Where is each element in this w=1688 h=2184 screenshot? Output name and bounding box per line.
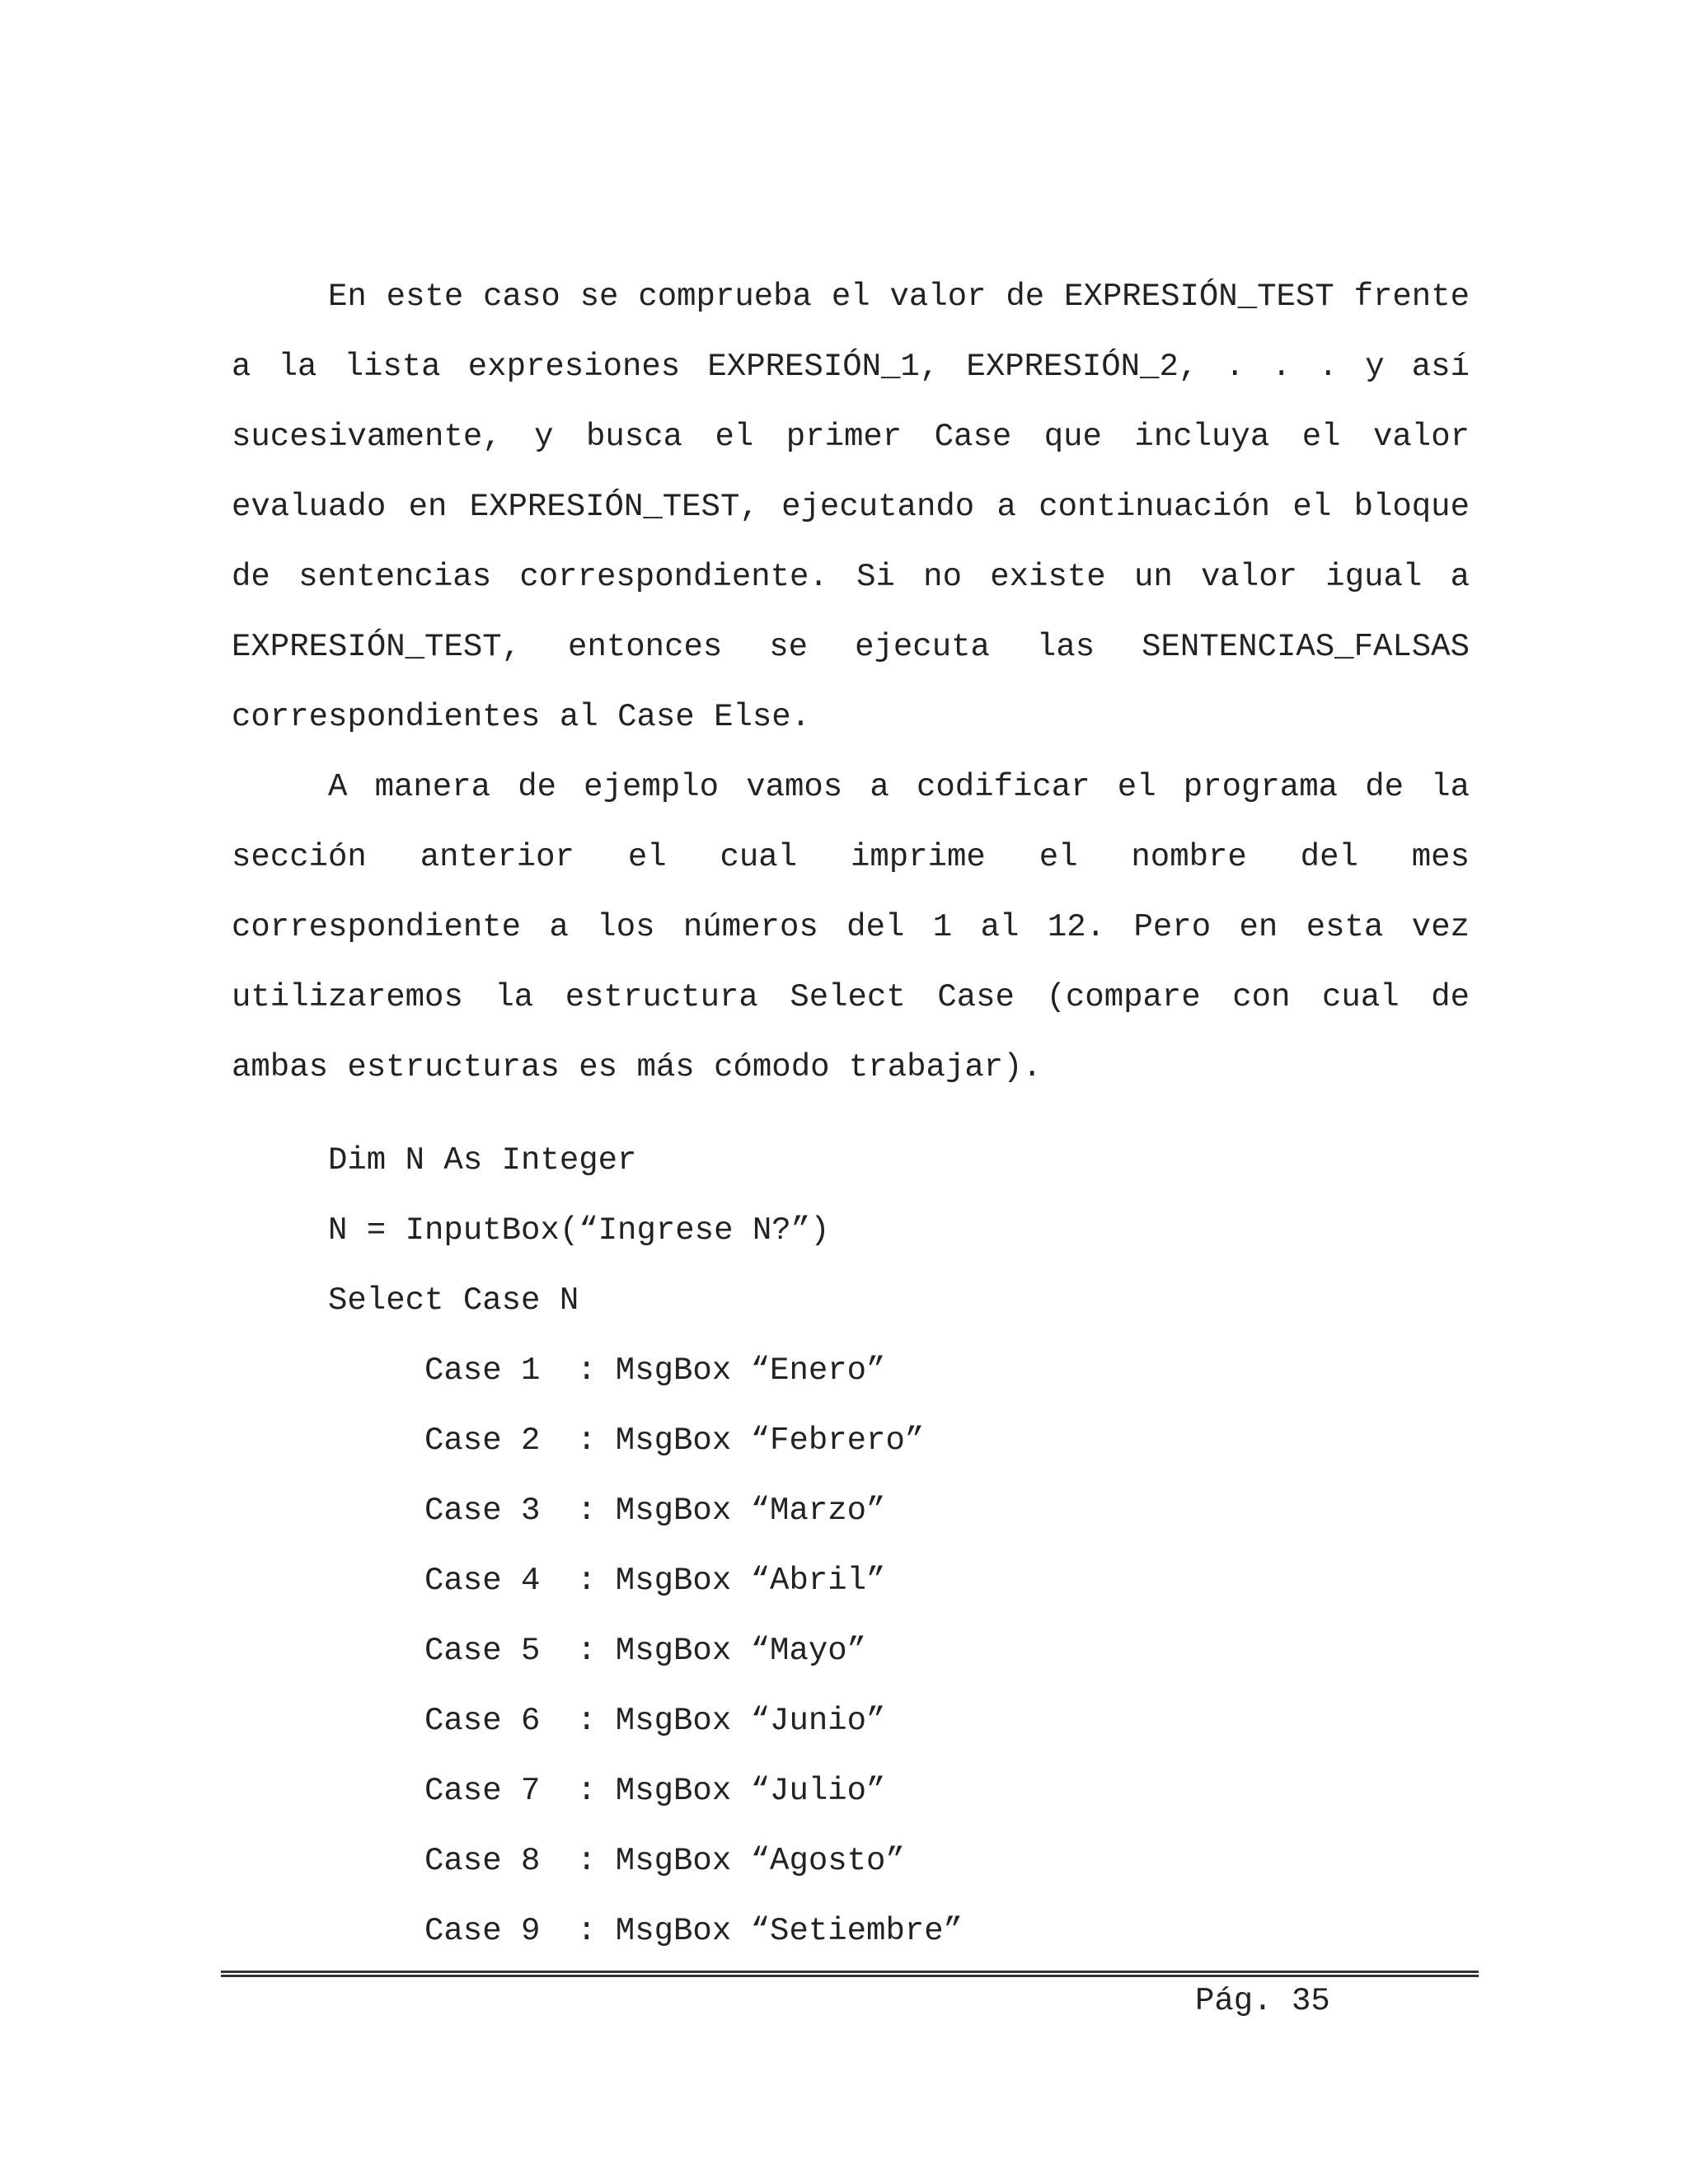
case-label: Case 5 [424,1633,541,1669]
case-label: Case 1 [424,1352,541,1389]
case-label: Case 7 [424,1773,541,1809]
code-case-line [328,1896,963,1966]
paragraph-example-intro: A manera de ejemplo vamos a codificar el programa de la sección anterior el cual imprime el nombre del mes correspondiente a los números del 1 al 12. Pero en esta vez utilizaremos la estructura Select Case (compare con cual de ambas estructuras es más cómodo trabajar). [232,769,1470,1085]
case-action: : MsgBox “Marzo” [577,1493,886,1529]
code-case-line [328,1826,963,1896]
code-case-line [328,1406,963,1476]
code-case-line [328,1756,963,1826]
case-action: : MsgBox “Julio” [577,1773,886,1809]
code-case-line [328,1686,963,1756]
body-text [232,262,1470,1103]
page-number: Pág. 35 [1195,1983,1330,2019]
code-line-dim: Dim N As Integer [328,1142,637,1179]
code-block [328,1126,963,1966]
code-line-select-case: Select Case N [328,1282,579,1319]
case-label: Case 2 [424,1422,541,1459]
code-case-line [328,1336,963,1406]
case-action: : MsgBox “Abril” [577,1563,886,1599]
case-label: Case 3 [424,1493,541,1529]
case-label: Case 8 [424,1843,541,1879]
case-label: Case 9 [424,1913,541,1949]
case-action: : MsgBox “Febrero” [577,1422,925,1459]
paragraph-select-case-explanation: En este caso se comprueba el valor de EXPRESIÓN_TEST frente a la lista expresiones EXPRESIÓN_1, EXPRESIÓN_2, . . . y así sucesivamente, y busca el primer Case que incluya el valor evaluado en EXPRESIÓN_TEST, ejecutando a continuación el bloque de sentencias correspondiente. Si no existe un valor igual a EXPRESIÓN_TEST, entonces se ejecuta las SENTENCIAS_FALSAS correspondientes al Case Else. [232,279,1470,735]
case-action: : MsgBox “Agosto” [577,1843,905,1879]
case-label: Case 6 [424,1703,541,1739]
case-action: : MsgBox “Setiembre” [577,1913,964,1949]
code-case-line [328,1616,963,1686]
case-action: : MsgBox “Mayo” [577,1633,867,1669]
code-case-line [328,1546,963,1616]
code-line-inputbox: N = InputBox(“Ingrese N?”) [328,1212,830,1249]
case-label: Case 4 [424,1563,541,1599]
code-case-line [328,1476,963,1546]
case-action: : MsgBox “Junio” [577,1703,886,1739]
case-action: : MsgBox “Enero” [577,1352,886,1389]
